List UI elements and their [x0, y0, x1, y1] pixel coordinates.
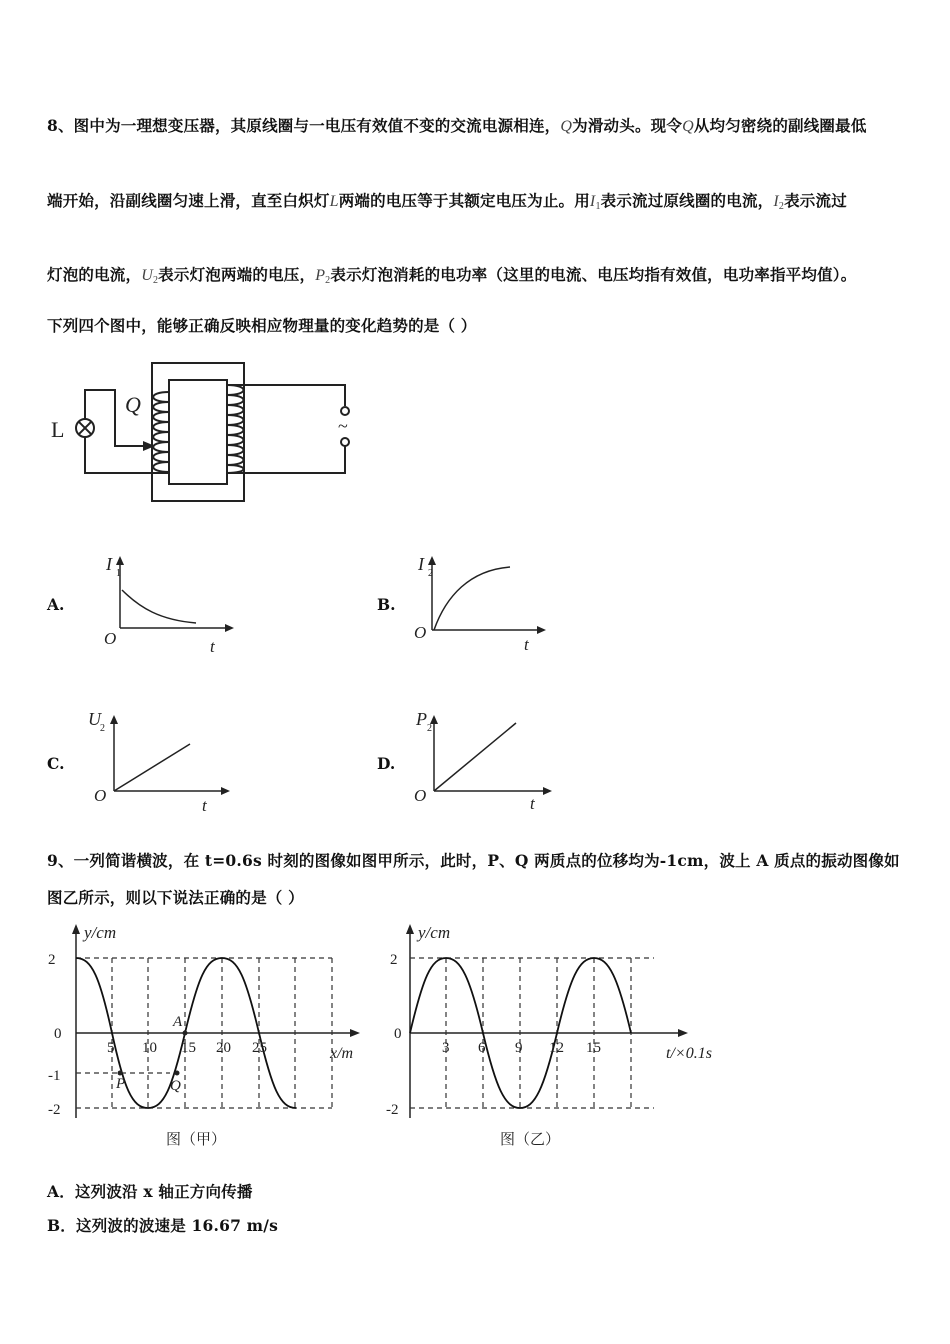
transformer-circuit-diagram [45, 358, 365, 508]
symbol-l: L [329, 193, 339, 210]
q9-option-b: B．这列波的波速是 16.67 m/s [47, 1216, 279, 1235]
xtick-3: 3 [442, 1040, 450, 1056]
axis-y-label: y/cm [418, 923, 451, 942]
axis-y-label: U [88, 709, 101, 729]
u2-line [114, 744, 190, 791]
option-d-graph [412, 703, 562, 818]
option-c-graph [88, 703, 238, 818]
q9-line-1: 9、一列简谐横波，在 t=0.6s 时刻的图像如图甲所示，此时，P、Q 两质点的位移均为-1cm，波上 A 质点的振动图像如 [47, 851, 900, 870]
origin-label: O [104, 629, 117, 648]
primary-coil [227, 385, 244, 473]
ytick-0: 0 [54, 1026, 62, 1042]
q8-line-3: 灯泡的电流，$U_2$表示灯泡两端的电压，$P_2$表示灯泡消耗的电功率（这里的电流、电压均指有效值，电功率指平均值）。 [47, 265, 857, 286]
xtick-10: 10 [142, 1040, 157, 1056]
xtick-20: 20 [216, 1040, 231, 1056]
lamp-label: L [51, 417, 65, 442]
symbol-i2: $I_2$ [773, 193, 785, 212]
option-b-label: B. [377, 595, 396, 614]
ytick-0: 0 [394, 1026, 402, 1042]
xtick-5: 5 [107, 1040, 115, 1056]
symbol-q: Q [682, 118, 694, 135]
i2-curve [434, 567, 510, 630]
axis-y-sub: 1 [116, 568, 121, 579]
ytick-2: 2 [390, 952, 398, 968]
axis-x-label: t [210, 637, 215, 656]
option-c-label: C. [47, 754, 65, 773]
origin-label: O [414, 623, 427, 642]
ytick-neg1: -1 [48, 1068, 61, 1084]
caption-yi: 图（乙） [500, 1132, 561, 1148]
axis-y-sub: 2 [100, 723, 105, 734]
ytick-neg2: -2 [386, 1102, 399, 1118]
slider-arrow-icon [143, 441, 155, 451]
xtick-25: 25 [252, 1040, 267, 1056]
axis-x-label: t [524, 635, 529, 654]
option-a-graph [100, 548, 240, 658]
symbol-i1: $I_1$ [589, 193, 601, 212]
vibration-graph-yi [380, 918, 725, 1158]
lamp-wire-bottom [85, 437, 169, 473]
axis-x-label: t [530, 794, 535, 813]
p2-line [434, 723, 516, 791]
axis-y-label: P [416, 709, 427, 729]
axis-y-sub: 2 [428, 568, 433, 579]
i1-curve [122, 590, 196, 623]
ytick-neg2: -2 [48, 1102, 61, 1118]
q8-line-2: 端开始，沿副线圈匀速上滑，直至白炽灯L两端的电压等于其额定电压为止。用$I_1$表示流过原线圈的电流，$I_2$表示流过 [47, 191, 847, 212]
wave-graph-jia [40, 918, 370, 1158]
secondary-coil [153, 392, 169, 472]
option-a-label: A. [47, 595, 65, 614]
point-p-label: P [116, 1076, 126, 1092]
xtick-12: 12 [549, 1040, 564, 1056]
caption-jia: 图（甲） [166, 1132, 227, 1148]
terminal-top [341, 407, 349, 415]
ytick-2: 2 [48, 952, 56, 968]
xtick-15: 15 [181, 1040, 196, 1056]
point-a-label: A [173, 1014, 183, 1030]
axis-y-label: I [106, 554, 112, 574]
ac-source-symbol: ~ [338, 416, 348, 436]
option-d-label: D. [377, 754, 396, 773]
xtick-9: 9 [515, 1040, 523, 1056]
q8-line-1: 8、图中为一理想变压器，其原线圈与一电压有效值不变的交流电源相连，Q为滑动头。现令Q从均匀密绕的副线圈最低 [47, 116, 867, 135]
axis-y-label: y/cm [84, 923, 117, 942]
origin-label: O [94, 786, 107, 805]
axis-x-label: t [202, 796, 207, 815]
slider-label: Q [125, 392, 141, 417]
axis-x-label: x/m [330, 1045, 354, 1062]
symbol-u2: $U_2$ [141, 267, 159, 286]
axis-y-sub: 2 [427, 723, 432, 734]
q9-line-2: 图乙所示，则以下说法正确的是（ ） [47, 888, 304, 907]
symbol-q: Q [560, 118, 573, 135]
xtick-15: 15 [586, 1040, 601, 1056]
q9-option-a: A．这列波沿 x 轴正方向传播 [47, 1182, 253, 1201]
q8-line-4: 下列四个图中，能够正确反映相应物理量的变化趋势的是（ ） [47, 316, 477, 335]
symbol-p2: $P_2$ [315, 267, 331, 286]
terminal-bottom [341, 438, 349, 446]
option-b-graph [410, 548, 560, 658]
point-q-label: Q [170, 1078, 181, 1094]
core-inner [169, 380, 227, 484]
axis-x-label: t/×0.1s [666, 1045, 712, 1062]
axis-y-label: I [418, 554, 424, 574]
xtick-6: 6 [478, 1040, 486, 1056]
origin-label: O [414, 786, 427, 805]
